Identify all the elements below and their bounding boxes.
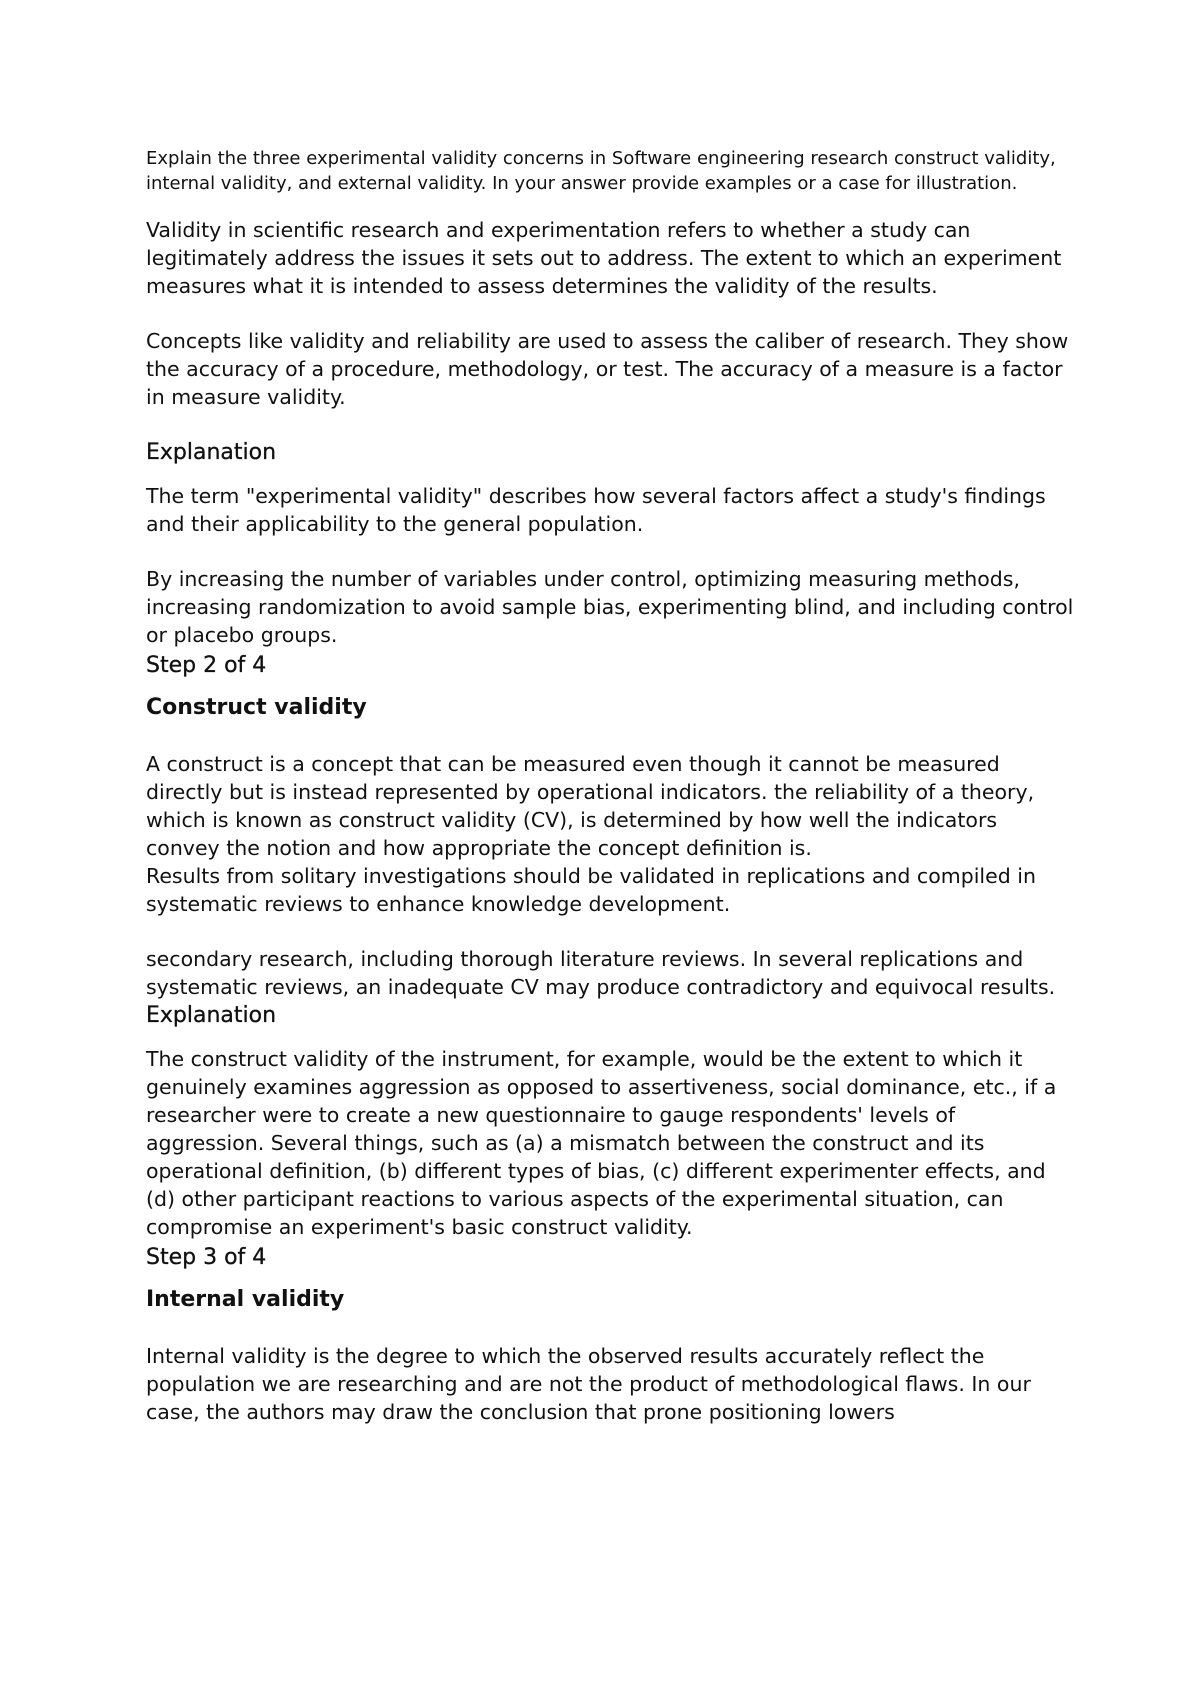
construct-explanation-heading: Explanation bbox=[146, 1003, 277, 1028]
construct-explanation-paragraph: The construct validity of the instrument, for example, would be the extent to which it genuinely examines aggression as opposed to assertiveness, social dominance, etc., if a researcher were to create a new questionnaire to gauge respondents' levels of aggression. Several things, such as (a) a mismatch between the construct and its operational definition, (b) different types of bias, (c) different experimenter effects, and (d) other participant reactions to various aspects of the experimental situation, can compromise an experiment's basic construct validity. bbox=[146, 1047, 1057, 1239]
construct-paragraph-1: A construct is a concept that can be measured even though it cannot be measured directly but is instead represented by operational indicators. the reliability of a theory, which is known as construct validity (CV), is determined by how well the indicators convey the notion and how appropriate the concept definition is. bbox=[146, 752, 1035, 860]
step-2-label: Step 2 of 4 bbox=[146, 653, 267, 678]
construct-paragraph-3: secondary research, including thorough literature reviews. In several replications and systematic reviews, an inadequate CV may produce contradictory and equivocal results. bbox=[146, 947, 1056, 999]
step-3-label: Step 3 of 4 bbox=[146, 1245, 267, 1270]
construct-paragraph-2: Results from solitary investigations should be validated in replications and compiled in systematic reviews to enhance knowledge development. bbox=[146, 864, 1036, 916]
internal-validity-title: Internal validity bbox=[146, 1287, 345, 1312]
explanation-paragraph-2: By increasing the number of variables under control, optimizing measuring methods, increasing randomization to avoid sample bias, experimenting blind, and including control or placebo groups. bbox=[146, 567, 1074, 647]
intro-paragraph-1: Validity in scientific research and experimentation refers to whether a study can legitimately address the issues it sets out to address. The extent to which an experiment measures what it is intended to assess determines the validity of the results. bbox=[146, 218, 1062, 298]
construct-validity-title: Construct validity bbox=[146, 695, 367, 720]
internal-paragraph-1: Internal validity is the degree to which the observed results accurately reflect the population we are researching and are not the product of methodological flaws. In our case, the authors may draw the conclusion that prone positioning lowers bbox=[146, 1344, 1031, 1424]
intro-paragraph-2: Concepts like validity and reliability are used to assess the caliber of research. They show the accuracy of a procedure, methodology, or test. The accuracy of a measure is a factor in measure validity. bbox=[146, 329, 1069, 409]
explanation-heading: Explanation bbox=[146, 440, 277, 465]
explanation-paragraph-1: The term "experimental validity" describes how several factors affect a study's findings and their applicability to the general population. bbox=[146, 484, 1046, 536]
question-text: Explain the three experimental validity concerns in Software engineering research construct validity, internal validity, and external validity. In your answer provide examples or a case for illustration. bbox=[146, 148, 1056, 194]
document-page bbox=[146, 146, 1076, 1426]
